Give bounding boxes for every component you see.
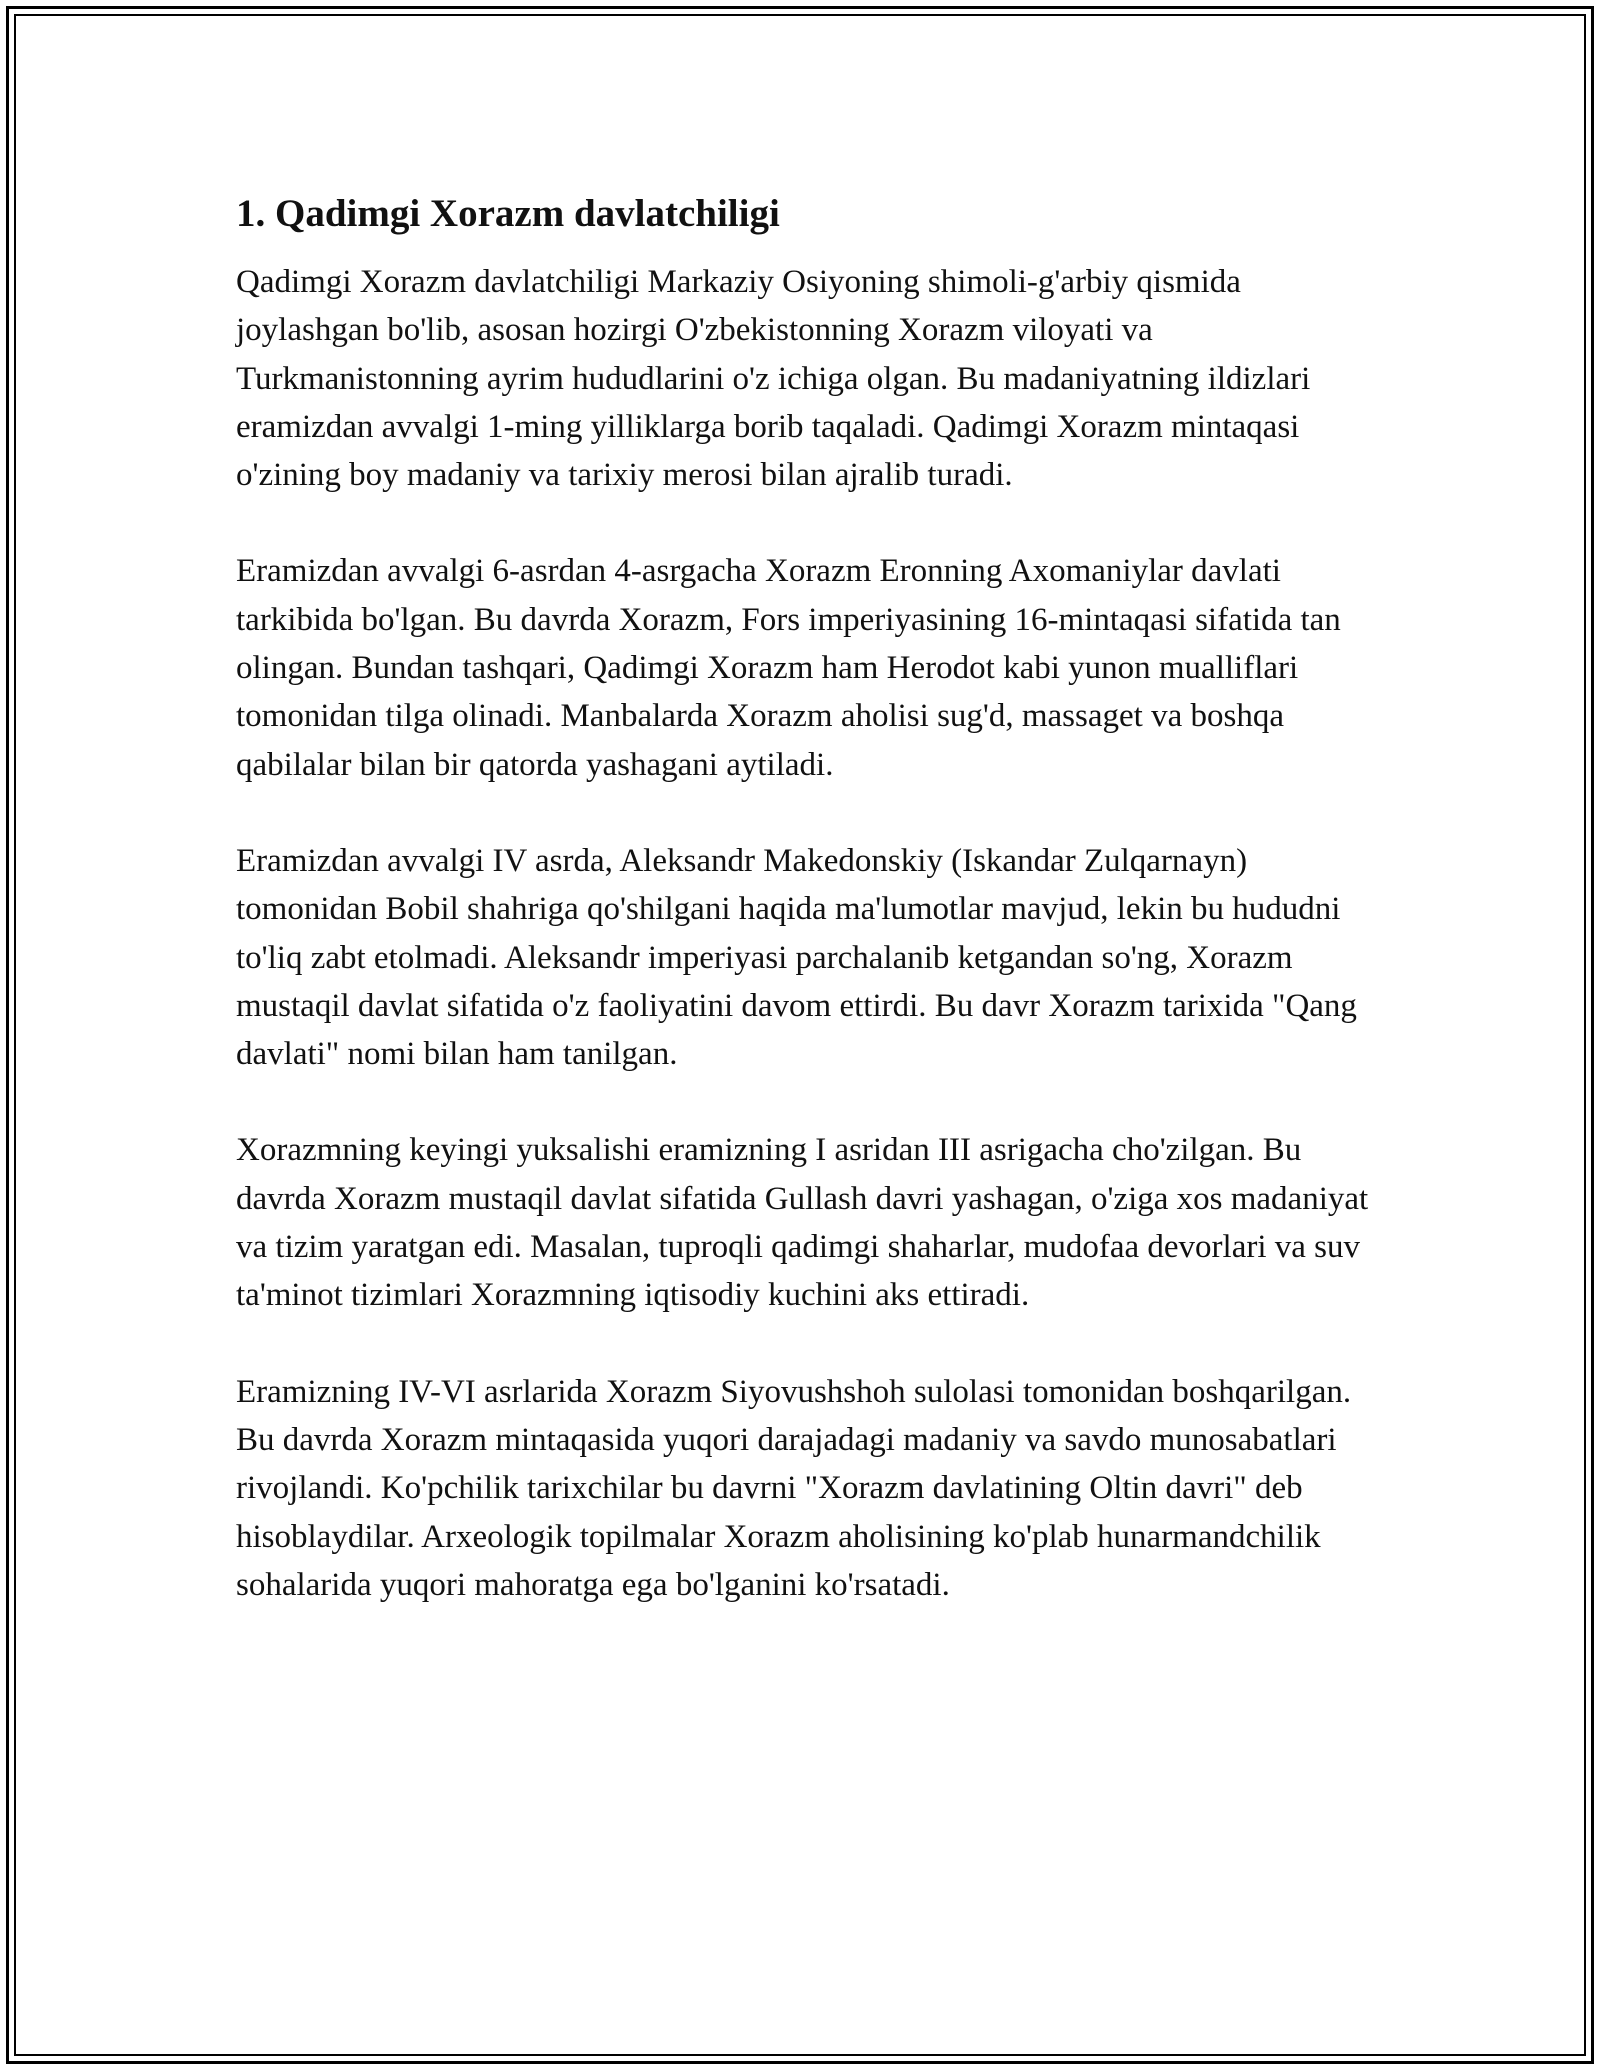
document-body bbox=[236, 188, 1376, 1609]
paragraph-5: Eramizning IV-VI asrlarida Xorazm Siyovushshoh sulolasi tomonidan boshqarilgan. Bu davrda Xorazm mintaqasida yuqori darajadagi madaniy va savdo munosabatlari rivojlandi. Ko'pchilik tarixchilar bu davrni "Xorazm davlatining Oltin davri" deb hisoblaydilar. Arxeologik topilmalar Xorazm aholisining ko'plab hunarmandchilik sohalarida yuqori mahoratga ega bo'lganini ko'rsatadi. bbox=[236, 1373, 1352, 1603]
paragraph-2: Eramizdan avvalgi 6-asrdan 4-asrgacha Xorazm Eronning Axomaniylar davlati tarkibida bo'lgan. Bu davrda Xorazm, Fors imperiyasining 16-mintaqasi sifatida tan olingan. Bundan tashqari, Qadimgi Xorazm ham Herodot kabi yunon mualliflari tomonidan tilga olinadi. Manbalarda Xorazm aholisi sug'd, massaget va boshqa qabilalar bilan bir qatorda yashagani aytiladi. bbox=[236, 553, 1341, 783]
paragraph-3: Eramizdan avvalgi IV asrda, Aleksandr Makedonskiy (Iskandar Zulqarnayn) tomonidan Bobil shahriga qo'shilgani haqida ma'lumotlar mavjud, lekin bu hududni to'liq zabt etolmadi. Aleksandr imperiyasi parchalanib ketgandan so'ng, Xorazm mustaqil davlat sifatida o'z faoliyatini davom ettirdi. Bu davr Xorazm tarixida "Qang davlati" nomi bilan ham tanilgan. bbox=[236, 842, 1357, 1073]
paragraph-1: Qadimgi Xorazm davlatchiligi Markaziy Osiyoning shimoli-g'arbiy qismida joylashgan bo'lib, asosan hozirgi O'zbekistonning Xorazm viloyati va Turkmanistonning ayrim hududlarini o'z ichiga olgan. Bu madaniyatning ildizlari eramizdan avvalgi 1-ming yilliklarga borib taqaladi. Qadimgi Xorazm mintaqasi o'zining boy madaniy va tarixiy merosi bilan ajralib turadi. bbox=[236, 264, 1311, 494]
paragraph-4: Xorazmning keyingi yuksalishi eramizning I asridan III asrigacha cho'zilgan. Bu davrda Xorazm mustaqil davlat sifatida Gullash davri yashagan, o'ziga xos madaniyat va tizim yaratgan edi. Masalan, tuproqli qadimgi shaharlar, mudofaa devorlari va suv ta'minot tizimlari Xorazmning iqtisodiy kuchini aks ettiradi. bbox=[236, 1132, 1369, 1314]
section-heading: 1. Qadimgi Xorazm davlatchiligi bbox=[236, 192, 780, 235]
